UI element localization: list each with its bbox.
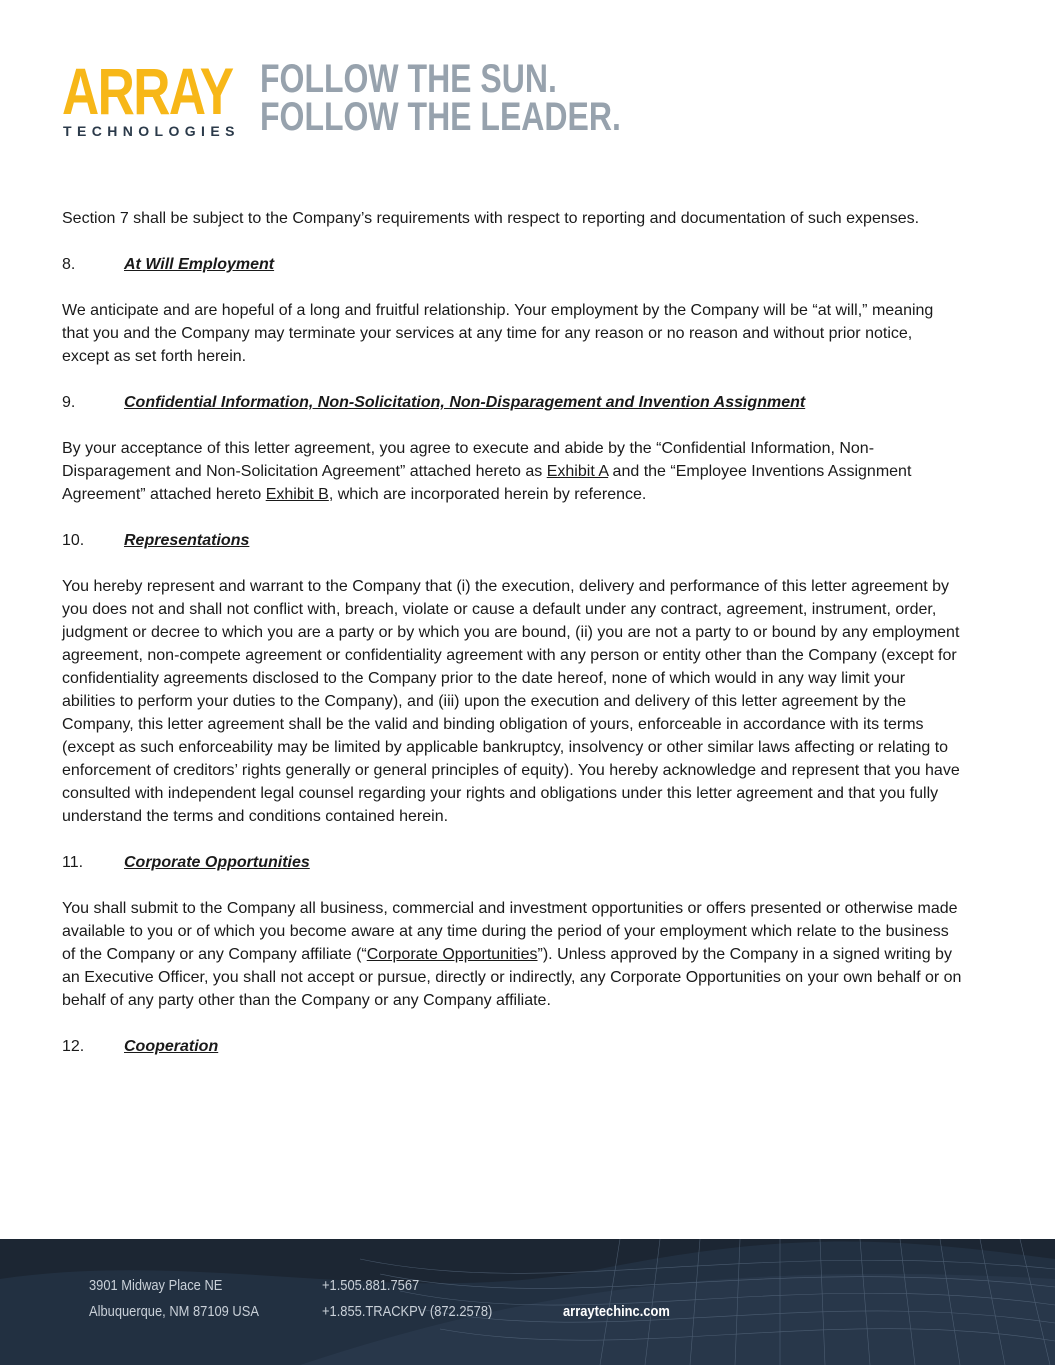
section-title: Confidential Information, Non-Solicitation, Non-Disparagement and Invention Assignment xyxy=(124,394,806,411)
section-10-heading xyxy=(62,529,962,552)
tagline xyxy=(260,57,621,139)
letterhead-footer xyxy=(0,1239,1055,1365)
section-number: 9. xyxy=(62,394,76,411)
section-8-paragraph: We anticipate and are hopeful of a long and fruitful relationship. Your employment by the Company will be “at will,” meaning that you and the Company may terminate your services at any time for any reason or no reason and without prior notice, except as set forth herein. xyxy=(62,302,934,365)
paragraph-text: , which are incorporated herein by reference. xyxy=(328,486,647,503)
section-11-paragraph xyxy=(62,897,962,1012)
paragraph-text: By your acceptance of this letter agreement, you agree to execute and abide by the “Confidential Information, Non-Disparagement and Non-Solicitation Agreement” attached hereto as xyxy=(62,440,875,480)
section-9-heading xyxy=(62,391,962,414)
paragraph-text: and the “Employee Inventions Assignment Agreement” attached hereto xyxy=(62,463,912,503)
section-10-paragraph: You hereby represent and warrant to the Company that (i) the execution, delivery and performance of this letter agreement by you does not and shall not conflict with, breach, violate or cause a default under any contract, agreement, instrument, order, judgment or decree to which you are a party or by which you are bound, (ii) you are not a party to or bound by any employment agreement, non-compete agreement or confidentiality agreement with any person or entity other than the Company (except for confidentiality agreements disclosed to the Company prior to the date hereof, none of which would in any way limit your abilities to perform your duties to the Company), and (iii) upon the execution and delivery of this letter agreement by the Company, this letter agreement shall be the valid and binding obligation of yours, enforceable in accordance with its terms (except as such enforceability may be limited by applicable bankruptcy, insolvency or other similar laws affecting or relating to enforcement of creditors’ rights generally or general principles of equity). You hereby acknowledge and represent that you have consulted with independent legal counsel regarding your rights and obligations under this letter agreement and that you fully understand the terms and conditions contained herein. xyxy=(62,578,960,825)
section-title: At Will Employment xyxy=(124,256,275,273)
footer-phone-2: +1.855.TRACKPV (872.2578) xyxy=(322,1303,493,1320)
paragraph-text: You shall submit to the Company all business, commercial and investment opportunities or offers presented or otherwise made available to you or of which you become aware at any time during the period of your employment which relate to the business of the Company or any Company affiliate (“ xyxy=(62,900,958,963)
letter-body xyxy=(62,207,962,1081)
footer-website-link[interactable]: arraytechinc.com xyxy=(563,1303,670,1320)
paragraph-text: ”). Unless approved by the Company in a signed writing by an Executive Officer, you shall not accept or pursue, directly or indirectly, any Corporate Opportunities on your own behalf or on behalf of any party other than the Company or any Company affiliate. xyxy=(62,946,962,1009)
footer-address-line-2: Albuquerque, NM 87109 USA xyxy=(89,1303,259,1320)
section-title: Corporate Opportunities xyxy=(124,854,310,871)
letterhead xyxy=(62,54,762,148)
section-number: 11. xyxy=(62,854,84,871)
section-12-heading xyxy=(62,1035,962,1058)
section-title: Cooperation xyxy=(124,1038,219,1055)
section-title: Representations xyxy=(124,532,250,549)
section-9-paragraph xyxy=(62,437,962,506)
company-logo: ARRAY xyxy=(62,54,233,128)
section-number: 8. xyxy=(62,256,76,273)
section-number: 12. xyxy=(62,1038,85,1055)
exhibit-a-link[interactable]: Exhibit A xyxy=(546,463,609,480)
section-number: 10. xyxy=(62,532,85,549)
section-8-heading xyxy=(62,253,962,276)
footer-wave-graphic xyxy=(0,1239,1055,1365)
section-11-heading xyxy=(62,851,962,874)
footer-phone-1: +1.505.881.7567 xyxy=(322,1277,420,1294)
tagline-line-2: FOLLOW THE LEADER. xyxy=(260,95,621,139)
footer-address-line-1: 3901 Midway Place NE xyxy=(89,1277,223,1294)
tagline-line-1: FOLLOW THE SUN. xyxy=(260,57,557,101)
company-logo-subtitle: TECHNOLOGIES xyxy=(63,123,240,139)
corporate-opportunities-term: Corporate Opportunities xyxy=(366,946,538,963)
intro-paragraph: Section 7 shall be subject to the Company’s requirements with respect to reporting and documentation of such expenses. xyxy=(62,210,920,227)
exhibit-b-link[interactable]: Exhibit B xyxy=(265,486,329,503)
